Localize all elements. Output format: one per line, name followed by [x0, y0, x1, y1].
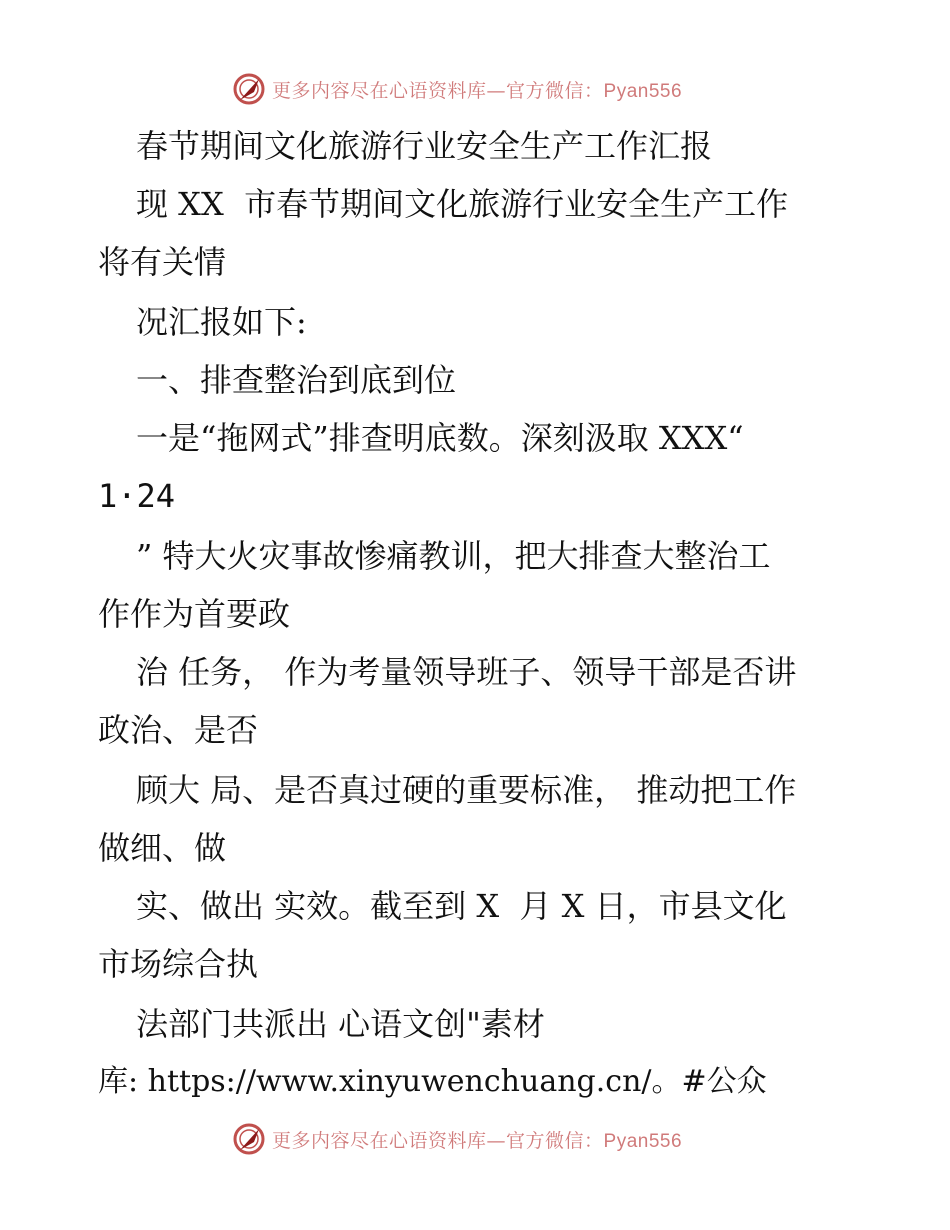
- body-line: 治 任务， 作为考量领导班子、领导干部是否讲: [136, 653, 797, 691]
- quill-logo-icon: [232, 72, 266, 106]
- body-line: 1·24: [98, 477, 176, 515]
- body-line: 做细、做: [98, 829, 227, 867]
- body-line: 法部门共派出 心语文创"素材: [136, 1005, 545, 1043]
- body-line: 实、做出 实效。截至到 X 月 X 日，市县文化: [136, 887, 787, 925]
- banner-text: 更多内容尽在心语资料库—官方微信：Pyan556: [272, 1129, 683, 1152]
- quill-logo-icon: [232, 1122, 266, 1156]
- section-heading: 一、排查整治到底到位: [136, 361, 457, 399]
- body-line: 将有关情: [98, 243, 227, 281]
- wechat-id: Pyan556: [603, 80, 683, 102]
- doc-title: 春节期间文化旅游行业安全生产工作汇报: [136, 127, 713, 165]
- header-banner: [232, 72, 682, 106]
- banner-text: 更多内容尽在心语资料库—官方微信：Pyan556: [272, 79, 683, 102]
- body-line: 作作为首要政: [98, 595, 291, 633]
- body-line: 市场综合执: [98, 945, 259, 983]
- footer-banner: [232, 1122, 682, 1156]
- body-line: 顾大 局、是否真过硬的重要标准， 推动把工作: [136, 771, 797, 809]
- body-line-url: 库: https://www.xinyuwenchuang.cn/。#公众: [98, 1064, 767, 1099]
- body-line: 现 XX 市春节期间文化旅游行业安全生产工作: [136, 185, 789, 223]
- body-line: 况汇报如下:: [136, 303, 307, 341]
- body-line: ” 特大火灾事故惨痛教训，把大排查大整治工: [136, 537, 771, 575]
- body-line: 政治、是否: [98, 711, 259, 749]
- body-line: 一是“拖网式”排查明底数。深刻汲取 XXX“: [136, 419, 744, 457]
- wechat-id: Pyan556: [603, 1130, 683, 1152]
